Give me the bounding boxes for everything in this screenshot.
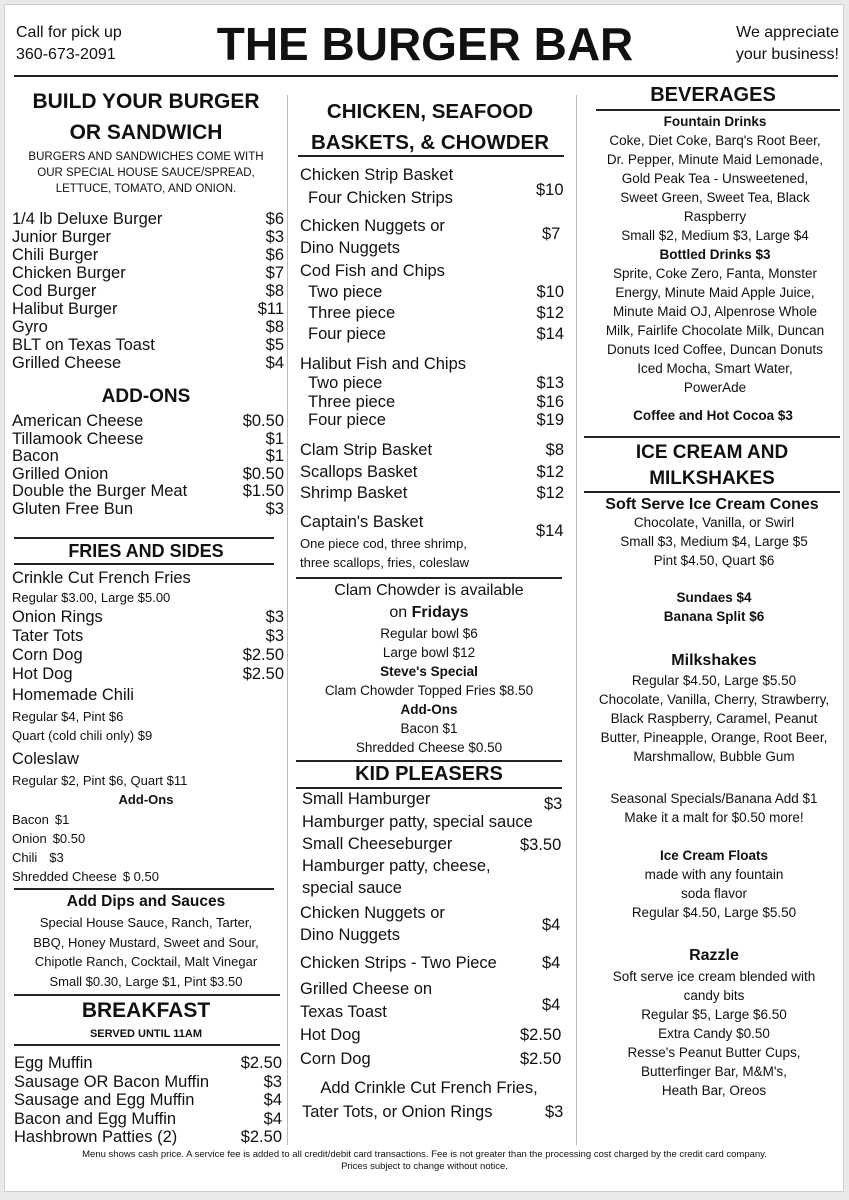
kid-addfries-price: $3: [545, 1103, 564, 1121]
chicken-strip-desc: Four Chicken Strips: [308, 189, 453, 207]
footer-line-2: Prices subject to change without notice.: [341, 1161, 508, 1172]
side-addon-item: [12, 867, 159, 886]
side-item-price: $3: [265, 608, 284, 626]
beverages-heading: BEVERAGES: [650, 84, 776, 106]
addon-item-name: Double the Burger Meat: [12, 482, 188, 500]
kid-strips: Chicken Strips - Two Piece: [300, 954, 497, 972]
icecream-rule-bottom: [584, 491, 840, 493]
fountain-5: Raspberry: [683, 209, 747, 224]
build-note-3: LETTUCE, TOMATO, AND ONION.: [55, 183, 237, 195]
addon-item: [12, 483, 284, 501]
addons-list: [12, 413, 284, 518]
breakfast-item: [14, 1110, 282, 1129]
chicken-strip-price: $10: [536, 181, 564, 199]
header-rule: [14, 75, 838, 77]
kid-grilled-price: $4: [542, 996, 561, 1014]
chicken-heading-2: BASKETS, & CHOWDER: [310, 131, 550, 154]
kid-nuggets-1: Chicken Nuggets or: [300, 904, 445, 922]
breakfast-item: [14, 1091, 282, 1110]
thanks-note: [736, 22, 839, 66]
fountain-3: Gold Peak Tea - Unsweetened,: [621, 171, 809, 186]
chicken-strip-basket: Chicken Strip Basket: [300, 166, 454, 184]
cones-3: Pint $4.50, Quart $6: [653, 553, 775, 568]
kid-corndog: Corn Dog: [300, 1050, 371, 1068]
chowder-addons-heading: Add-Ons: [400, 702, 458, 717]
side-item-price: $2.50: [242, 646, 284, 664]
halibut-item-name: Two piece: [308, 374, 383, 392]
kid-small-cheeseburger: Small Cheeseburger: [302, 835, 453, 853]
chili-sizes: Regular $4, Pint $6: [12, 709, 124, 724]
pickup-info: [16, 22, 122, 66]
kid-small-cheeseburger-desc-1: Hamburger patty, cheese,: [302, 857, 491, 875]
fountain-heading: Fountain Drinks: [663, 114, 767, 129]
fountain-1: Coke, Diet Coke, Barq's Root Beer,: [609, 133, 821, 148]
beverages-rule: [596, 109, 840, 111]
side-addon-item: [12, 829, 159, 848]
halibut-item: [308, 411, 564, 430]
burger-item-name: BLT on Texas Toast: [12, 336, 155, 354]
coffee-cocoa: Coffee and Hot Cocoa $3: [633, 408, 793, 423]
breakfast-item: [14, 1054, 282, 1073]
basket-item: [300, 440, 564, 462]
breakfast-item-name: Sausage and Egg Muffin: [14, 1091, 195, 1109]
nuggets-line-1: Chicken Nuggets or: [300, 217, 445, 235]
burger-item-name: Halibut Burger: [12, 300, 118, 318]
side-addon-name: Onion: [12, 831, 47, 846]
thanks-line-1: We appreciate: [736, 24, 839, 41]
bottled-1: Sprite, Coke Zero, Fanta, Monster: [612, 266, 818, 281]
icecream-heading: [584, 440, 840, 492]
bottled-5: Donuts Iced Coffee, Duncan Donuts: [607, 342, 823, 357]
shakes-block: [580, 671, 848, 766]
basket-item: [300, 462, 564, 484]
side-addon-name: Shredded Cheese: [12, 869, 117, 884]
captain-desc-1: One piece cod, three shrimp,: [300, 536, 467, 551]
shakes-3: Black Raspberry, Caramel, Peanut: [610, 711, 818, 726]
kid-small-hamburger: Small Hamburger: [302, 790, 431, 808]
burger-item: [12, 336, 284, 354]
side-item: [12, 646, 284, 665]
chowder-addon-bacon: Bacon $1: [400, 721, 458, 736]
breakfast-item-price: $2.50: [240, 1054, 282, 1072]
basket-item-price: $12: [536, 462, 564, 481]
fries-heading: FRIES AND SIDES: [68, 541, 224, 561]
addon-item: [12, 466, 284, 484]
burger-item-price: $3: [265, 228, 284, 246]
seasonal-block: [584, 789, 844, 827]
shakes-heading: Milkshakes: [671, 652, 757, 669]
side-item-price: $3: [265, 627, 284, 645]
breakfast-item-name: Egg Muffin: [14, 1054, 93, 1072]
burger-item-price: $11: [257, 300, 284, 318]
cod-list: [308, 282, 564, 345]
build-heading-1: BUILD YOUR BURGER: [32, 90, 260, 113]
cones-block: [584, 513, 844, 570]
fountain-block: [586, 112, 844, 397]
breakfast-subheading: SERVED UNTIL 11AM: [89, 1028, 203, 1040]
addon-item-name: Bacon: [12, 447, 59, 465]
cod-item-price: $12: [536, 304, 564, 322]
floats-1: made with any fountain: [644, 867, 784, 882]
coleslaw-item: Coleslaw: [12, 750, 79, 768]
footer-line-1: Menu shows cash price. A service fee is added to all credit/debit card transactions. Fee is not greater than the processing cost charged by the credit card company.: [82, 1149, 767, 1160]
halibut-item-price: $16: [536, 392, 564, 411]
halibut-heading: Halibut Fish and Chips: [300, 355, 466, 373]
addon-item: [12, 501, 284, 519]
addon-item-name: American Cheese: [12, 412, 144, 430]
breakfast-item-price: $4: [263, 1109, 282, 1128]
burger-item-price: $6: [265, 246, 284, 264]
addon-item: [12, 413, 284, 431]
fries-rule-top: [14, 537, 274, 539]
side-item-price: $2.50: [242, 665, 284, 683]
basket-item-name: Clam Strip Basket: [300, 441, 433, 459]
burger-item: [12, 300, 284, 318]
chowder-large: Large bowl $12: [382, 645, 476, 660]
halibut-item-price: $13: [536, 374, 564, 392]
kid-small-hamburger-desc: Hamburger patty, special sauce: [302, 813, 533, 831]
burger-item-price: $5: [265, 336, 284, 354]
side-item: [12, 627, 284, 646]
seasonal-2: Make it a malt for $0.50 more!: [624, 810, 804, 825]
chowder-line-2: [296, 602, 562, 624]
kid-grilled-2: Texas Toast: [300, 1003, 387, 1021]
addon-item-name: Tillamook Cheese: [12, 429, 144, 448]
cod-item-name: Two piece: [308, 283, 383, 301]
baskets-list: [300, 440, 564, 505]
side-addon-name: Bacon: [12, 812, 49, 827]
side-addon-price: $3: [49, 850, 64, 865]
side-addon-price: $1: [54, 812, 70, 827]
kid-small-cheeseburger-desc-2: special sauce: [302, 879, 402, 897]
bottled-7: PowerAde: [683, 380, 747, 395]
addon-item-price: $0.50: [242, 464, 284, 483]
crinkle-fries: Crinkle Cut French Fries: [12, 569, 191, 587]
razzle-5: Resse's Peanut Butter Cups,: [627, 1045, 801, 1060]
kid-small-cheeseburger-price: $3.50: [520, 836, 562, 854]
build-heading-2: OR SANDWICH: [69, 121, 223, 144]
breakfast-item-name: Hashbrown Patties (2): [14, 1128, 178, 1146]
chicken-heading-1: CHICKEN, SEAFOOD: [326, 100, 534, 123]
burger-item: [12, 264, 284, 282]
kid-nuggets-price: $4: [542, 916, 561, 934]
chicken-rule: [298, 155, 564, 157]
cones-2: Small $3, Medium $4, Large $5: [620, 534, 808, 549]
razzle-1: Soft serve ice cream blended with: [612, 969, 816, 984]
captain-desc-2: three scallops, fries, coleslaw: [300, 555, 470, 570]
halibut-list: [308, 374, 564, 430]
kid-nuggets-2: Dino Nuggets: [300, 926, 400, 944]
kid-hotdog: Hot Dog: [300, 1026, 361, 1044]
cod-item-name: Three piece: [308, 304, 396, 322]
shakes-1: Regular $4.50, Large $5.50: [631, 673, 797, 688]
sides-addons-heading: Add-Ons: [118, 792, 174, 807]
nuggets-line-2: Dino Nuggets: [300, 239, 400, 257]
build-note-1: BURGERS AND SANDWICHES COME WITH: [28, 151, 264, 163]
addon-item-name: Grilled Onion: [12, 464, 109, 483]
chili-quart: Quart (cold chili only) $9: [12, 728, 153, 743]
icecream-heading-2: MILKSHAKES: [649, 468, 775, 489]
breakfast-item: [14, 1073, 282, 1092]
addon-item-name: Gluten Free Bun: [12, 499, 134, 518]
kid-hotdog-price: $2.50: [520, 1026, 562, 1044]
sundaes: Sundaes $4: [676, 590, 752, 605]
cod-heading: Cod Fish and Chips: [300, 262, 445, 280]
build-note-2: OUR SPECIAL HOUSE SAUCE/SPREAD,: [37, 167, 255, 179]
dips-line-2: BBQ, Honey Mustard, Sweet and Sour,: [33, 934, 259, 950]
side-item: [12, 665, 284, 684]
burger-item: [12, 318, 284, 336]
burger-item-name: Junior Burger: [12, 228, 112, 246]
build-heading: [14, 86, 278, 148]
thanks-line-2: your business!: [735, 46, 839, 63]
kid-addfries-2: Tater Tots, or Onion Rings: [302, 1103, 493, 1121]
razzle-4: Extra Candy $0.50: [658, 1026, 770, 1041]
addon-item-price: $1: [265, 447, 284, 465]
chowder-on: on: [389, 604, 412, 621]
bottled-heading: Bottled Drinks $3: [659, 247, 771, 262]
burger-item-name: 1/4 lb Deluxe Burger: [12, 210, 163, 228]
dips-line-1: Special House Sauce, Ranch, Tarter,: [39, 915, 253, 930]
fountain-sizes: Small $2, Medium $3, Large $4: [621, 228, 809, 243]
addon-item-price: $0.50: [242, 412, 284, 430]
chowder-details: [296, 624, 562, 757]
addon-item-price: $1: [265, 429, 284, 448]
breakfast-rule-top: [14, 994, 280, 996]
addon-item: [12, 448, 284, 466]
kid-grilled-1: Grilled Cheese on: [300, 980, 433, 998]
halibut-item-name: Three piece: [308, 392, 396, 411]
burger-item: [12, 228, 284, 246]
cod-item: [308, 303, 564, 324]
crinkle-sizes: Regular $3.00, Large $5.00: [12, 590, 171, 605]
breakfast-item-name: Sausage OR Bacon Muffin: [14, 1072, 210, 1091]
bottled-3: Minute Maid OJ, Alpenrose Whole: [612, 304, 818, 319]
kids-heading: KID PLEASERS: [355, 763, 503, 785]
captain-price: $14: [536, 522, 564, 540]
chili-item: Homemade Chili: [12, 686, 134, 704]
footer-note: [10, 1149, 839, 1173]
shakes-4: Butter, Pineapple, Orange, Root Beer,: [600, 730, 828, 745]
floats-2: soda flavor: [680, 886, 748, 901]
kid-small-hamburger-price: $3: [544, 795, 563, 813]
column-divider-right: [576, 95, 577, 1145]
dips-text: [14, 913, 278, 991]
page-title: THE BURGER BAR: [216, 18, 634, 70]
halibut-item-price: $19: [536, 411, 564, 429]
banana-split: Banana Split $6: [663, 609, 765, 624]
breakfast-heading: BREAKFAST: [81, 999, 211, 1022]
breakfast-rule-bottom: [14, 1044, 280, 1046]
bottled-2: Energy, Minute Maid Apple Juice,: [615, 285, 815, 300]
addon-item-price: $3: [265, 499, 284, 518]
burger-item: [12, 282, 284, 300]
shakes-2: Chocolate, Vanilla, Cherry, Strawberry,: [598, 692, 830, 707]
coleslaw-sizes: Regular $2, Pint $6, Quart $11: [12, 773, 188, 788]
side-item-name: Corn Dog: [12, 646, 83, 664]
breakfast-list: [14, 1054, 282, 1147]
burger-item-price: $6: [265, 210, 284, 228]
fountain-2: Dr. Pepper, Minute Maid Lemonade,: [606, 152, 824, 167]
chowder-regular: Regular bowl $6: [380, 626, 478, 641]
basket-item-price: $12: [536, 484, 564, 502]
nuggets-price: $7: [542, 225, 561, 243]
halibut-item: [308, 393, 564, 412]
shakes-5: Marshmallow, Bubble Gum: [633, 749, 795, 764]
side-addon-item: [12, 848, 159, 867]
burger-item-price: $4: [265, 354, 284, 372]
breakfast-item-price: $4: [263, 1091, 282, 1109]
burger-item-price: $8: [265, 282, 284, 300]
bottled-6: Iced Mocha, Smart Water,: [637, 361, 793, 376]
chowder-fridays: Fridays: [411, 604, 469, 621]
side-item-name: Hot Dog: [12, 665, 73, 683]
pickup-phone: 360-673-2091: [16, 46, 116, 63]
addons-heading: ADD-ONS: [101, 386, 191, 407]
breakfast-item: [14, 1128, 282, 1147]
halibut-item-name: Four piece: [308, 411, 386, 429]
floats-heading: Ice Cream Floats: [659, 848, 769, 863]
burger-item: [12, 246, 284, 264]
addon-item-price: $1.50: [242, 482, 284, 500]
side-item: [12, 608, 284, 627]
icecream-rule-top: [584, 436, 840, 438]
basket-item-name: Scallops Basket: [300, 462, 418, 481]
captain-basket: Captain's Basket: [300, 513, 424, 531]
side-addon-price: $0.50: [52, 831, 86, 846]
fries-rule-bottom: [14, 563, 274, 565]
cones-1: Chocolate, Vanilla, or Swirl: [633, 515, 795, 530]
cod-item-name: Four piece: [308, 325, 386, 343]
floats-block: [584, 846, 844, 922]
column-divider-left: [287, 95, 288, 1145]
burger-item-name: Chicken Burger: [12, 264, 126, 282]
chicken-heading: [296, 96, 564, 158]
burger-item-name: Chili Burger: [12, 246, 99, 264]
basket-item-name: Shrimp Basket: [300, 484, 408, 502]
floats-3: Regular $4.50, Large $5.50: [631, 905, 797, 920]
dips-rule: [14, 888, 274, 890]
sides-addons-list: [12, 810, 159, 886]
build-note: [14, 149, 278, 197]
side-addon-item: [12, 810, 159, 829]
cod-item: [308, 282, 564, 303]
side-item-name: Tater Tots: [12, 627, 84, 645]
burger-item: [12, 354, 284, 372]
chowder-line-1: Clam Chowder is available: [334, 582, 524, 599]
steves-special: Clam Chowder Topped Fries $8.50: [324, 683, 534, 698]
sides-list: [12, 608, 284, 684]
burger-item-price: $7: [265, 264, 284, 282]
chowder-addon-cheese: Shredded Cheese $0.50: [355, 740, 503, 755]
burger-item-price: $8: [265, 318, 284, 336]
burger-item: [12, 210, 284, 228]
razzle-2: candy bits: [683, 988, 745, 1003]
kid-addfries-1: Add Crinkle Cut French Fries,: [320, 1079, 538, 1097]
seasonal-1: Seasonal Specials/Banana Add $1: [610, 791, 818, 806]
steves-special-heading: Steve's Special: [380, 664, 478, 679]
side-item-name: Onion Rings: [12, 608, 103, 626]
icecream-heading-1: ICE CREAM AND: [635, 442, 789, 463]
cod-item-price: $14: [536, 325, 564, 343]
chowder-rule: [296, 577, 562, 579]
captain-desc: [300, 534, 469, 572]
dips-line-4: Small $0.30, Large $1, Pint $3.50: [49, 973, 243, 989]
kids-rule-bottom: [296, 787, 562, 789]
basket-item-price: $8: [545, 441, 564, 459]
bottled-4: Milk, Fairlife Chocolate Milk, Duncan: [605, 323, 825, 338]
basket-item: [300, 483, 564, 505]
kid-strips-price: $4: [542, 954, 561, 972]
cones-heading: Soft Serve Ice Cream Cones: [605, 496, 819, 513]
halibut-item: [308, 374, 564, 393]
pickup-label: Call for pick up: [16, 24, 122, 41]
burger-item-name: Gyro: [12, 318, 48, 336]
cod-item: [308, 324, 564, 345]
kid-corndog-price: $2.50: [520, 1050, 562, 1068]
side-addon-price: $ 0.50: [122, 869, 159, 884]
razzle-3: Regular $5, Large $6.50: [641, 1007, 787, 1022]
breakfast-item-price: $3: [263, 1072, 282, 1091]
cod-item-price: $10: [536, 283, 564, 301]
razzle-heading: Razzle: [689, 947, 739, 964]
burger-item-name: Grilled Cheese: [12, 354, 122, 372]
build-list: [12, 210, 284, 372]
side-addon-name: Chili: [12, 850, 38, 865]
fountain-4: Sweet Green, Sweet Tea, Black: [620, 190, 810, 205]
addon-item: [12, 431, 284, 449]
breakfast-item-price: $2.50: [240, 1128, 282, 1146]
razzle-7: Heath Bar, Oreos: [661, 1083, 767, 1098]
razzle-block: [584, 967, 844, 1100]
dips-heading: Add Dips and Sauces: [66, 893, 226, 910]
dips-line-3: Chipotle Ranch, Cocktail, Malt Vinegar: [34, 954, 258, 969]
breakfast-item-name: Bacon and Egg Muffin: [14, 1109, 177, 1128]
razzle-6: Butterfinger Bar, M&M's,: [641, 1064, 787, 1079]
burger-item-name: Cod Burger: [12, 282, 97, 300]
